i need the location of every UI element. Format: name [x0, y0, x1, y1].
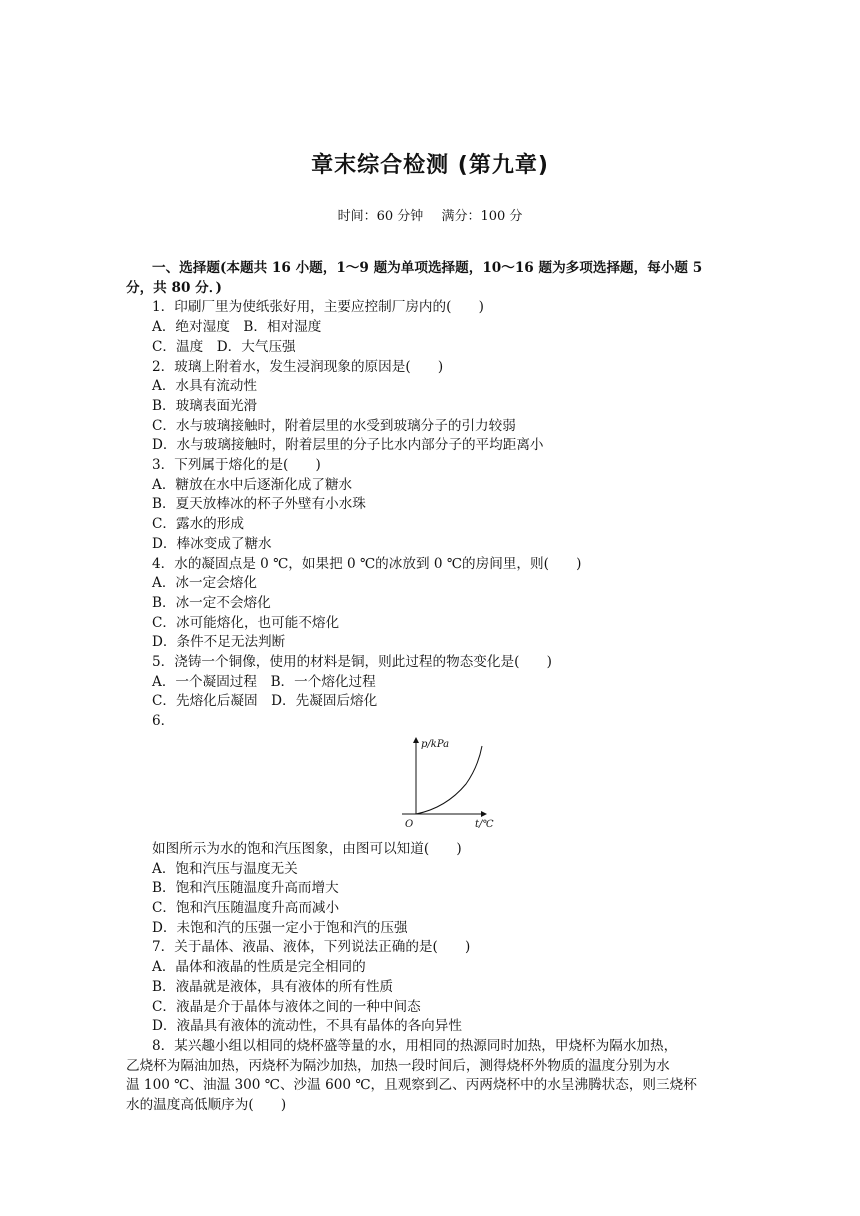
y-axis-label: p/kPa — [421, 738, 450, 750]
q7-option-c: C．液晶是介于晶体与液体之间的一种中间态 — [152, 998, 421, 1015]
q6-option-d: D．未饱和汽的压强一定小于饱和汽的压强 — [152, 919, 408, 936]
q7-option-d: D．液晶具有液体的流动性，不具有晶体的各向异性 — [152, 1018, 462, 1035]
section-heading: 一、选择题(本题共 16 小题，1～9 题为单项选择题，10～16 题为多项选择题，每小题 5 — [152, 260, 703, 276]
q2-option-b: B．玻璃表面光滑 — [152, 397, 258, 414]
q3-option-d: D．棒冰变成了糖水 — [152, 535, 272, 552]
q4-stem: 4．水的凝固点是 0 ℃，如果把 0 ℃的冰放到 0 ℃的房间里，则( ) — [152, 555, 582, 572]
q6-option-c: C．饱和汽压随温度升高而减小 — [152, 899, 340, 916]
q2-option-d: D．水与玻璃接触时，附着层里的分子比水内部分子的平均距离小 — [152, 437, 544, 454]
q6-option-b: B．饱和汽压随温度升高而增大 — [152, 880, 339, 897]
q3-option-b: B．夏天放棒冰的杯子外壁有小水珠 — [152, 496, 366, 513]
exam-meta — [0, 205, 860, 224]
section-heading-cont: 分，共 80 分．) — [126, 279, 222, 296]
q2-option-a: A．水具有流动性 — [152, 378, 257, 395]
q7-stem: 7．关于晶体、液晶、液体，下列说法正确的是( ) — [152, 939, 471, 956]
q7-option-b: B．液晶就是液体，具有液体的所有性质 — [152, 978, 394, 995]
q3-option-c: C．露水的形成 — [152, 516, 244, 533]
exam-time: 时间：60 分钟 — [337, 209, 424, 224]
q7-option-a: A．晶体和液晶的性质是完全相同的 — [152, 959, 366, 976]
q5-options-ab: A．一个凝固过程 B．一个熔化过程 — [152, 673, 376, 690]
q8-stem-line4: 水的温度高低顺序为( ) — [126, 1097, 287, 1114]
exam-score: 满分：100 分 — [441, 209, 523, 224]
q5-options-cd: C．先熔化后凝固 D．先凝固后熔化 — [152, 693, 378, 710]
q3-stem: 3．下列属于熔化的是( ) — [152, 457, 321, 474]
q1-options-cd: C．温度 D．大气压强 — [152, 338, 296, 355]
q6-stem: 如图所示为水的饱和汽压图象，由图可以知道( ) — [152, 840, 462, 857]
q4-option-a: A．冰一定会熔化 — [152, 575, 257, 592]
q5-stem: 5．浇铸一个铜像，使用的材料是铜，则此过程的物态变化是( ) — [152, 654, 552, 671]
q1-options-ab: A．绝对湿度 B．相对湿度 — [152, 319, 322, 336]
pressure-curve — [416, 746, 482, 814]
q3-option-a: A．糖放在水中后逐渐化成了糖水 — [152, 476, 353, 493]
q8-stem-line1: 8．某兴趣小组以相同的烧杯盛等量的水，用相同的热源同时加热，甲烧杯为隔水加热， — [152, 1037, 678, 1054]
graph-svg — [394, 734, 504, 832]
origin-label: O — [405, 818, 414, 830]
q6-option-a: A．饱和汽压与温度无关 — [152, 860, 298, 877]
q4-option-b: B．冰一定不会熔化 — [152, 594, 271, 611]
x-axis-label: t/℃ — [475, 818, 494, 830]
q4-option-d: D．条件不足无法判断 — [152, 634, 286, 651]
q2-stem: 2．玻璃上附着水，发生浸润现象的原因是( ) — [152, 358, 444, 375]
q2-option-c: C．水与玻璃接触时，附着层里的水受到玻璃分子的引力较弱 — [152, 417, 516, 434]
page-title: 章末综合检测 (第九章) — [311, 153, 549, 178]
saturated-vapor-pressure-graph — [126, 734, 744, 832]
q4-option-c: C．冰可能熔化，也可能不熔化 — [152, 614, 340, 631]
q6-number: 6． — [152, 713, 175, 730]
q1-stem: 1．印刷厂里为使纸张好用，主要应控制厂房内的( ) — [152, 299, 484, 316]
q8-stem-line2: 乙烧杯为隔油加热，丙烧杯为隔沙加热，加热一段时间后，测得烧杯外物质的温度分别为水 — [126, 1057, 670, 1074]
q8-stem-line3: 温 100 ℃、油温 300 ℃、沙温 600 ℃，且观察到乙、丙两烧杯中的水呈沸腾状态，则三烧杯 — [126, 1077, 697, 1094]
question-list — [126, 259, 744, 1116]
